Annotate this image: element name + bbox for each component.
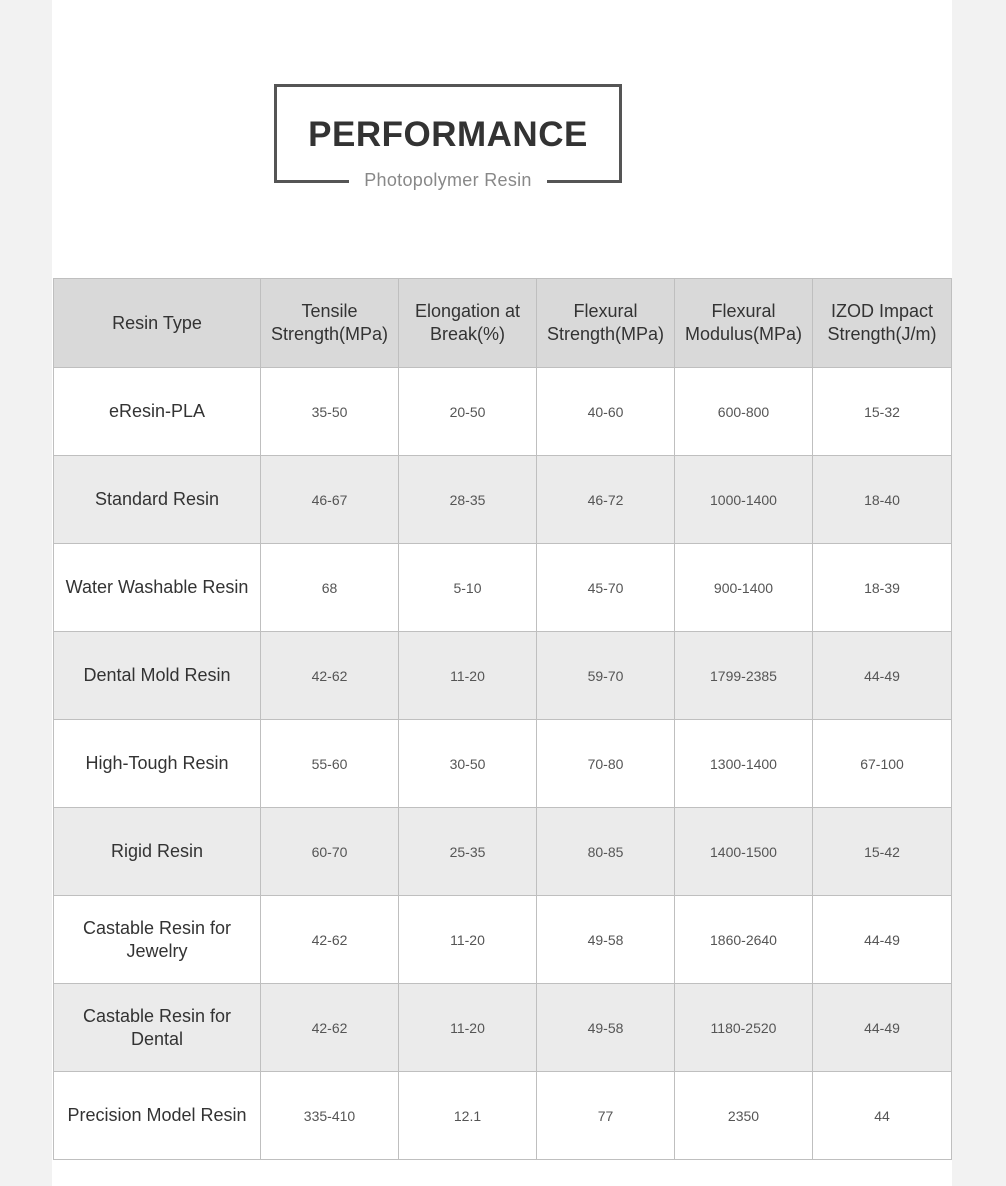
cell-izod: 44-49 bbox=[813, 632, 952, 720]
cell-tensile: 335-410 bbox=[261, 1072, 399, 1160]
cell-resin-type: Precision Model Resin bbox=[54, 1072, 261, 1160]
performance-table bbox=[53, 278, 952, 1160]
cell-izod: 44-49 bbox=[813, 984, 952, 1072]
cell-flex-modulus: 2350 bbox=[675, 1072, 813, 1160]
cell-flex-strength: 45-70 bbox=[537, 544, 675, 632]
cell-flex-modulus: 600-800 bbox=[675, 368, 813, 456]
cell-izod: 15-42 bbox=[813, 808, 952, 896]
cell-elongation: 30-50 bbox=[399, 720, 537, 808]
cell-flex-strength: 80-85 bbox=[537, 808, 675, 896]
cell-tensile: 60-70 bbox=[261, 808, 399, 896]
cell-elongation: 12.1 bbox=[399, 1072, 537, 1160]
cell-tensile: 42-62 bbox=[261, 896, 399, 984]
table-row bbox=[54, 632, 952, 720]
table-row bbox=[54, 720, 952, 808]
cell-flex-modulus: 900-1400 bbox=[675, 544, 813, 632]
cell-flex-modulus: 1860-2640 bbox=[675, 896, 813, 984]
header-elongation: Elongation at Break(%) bbox=[399, 279, 537, 368]
title-frame bbox=[274, 84, 622, 180]
cell-resin-type: Water Washable Resin bbox=[54, 544, 261, 632]
cell-resin-type: Castable Resin for Jewelry bbox=[54, 896, 261, 984]
cell-tensile: 42-62 bbox=[261, 984, 399, 1072]
cell-flex-modulus: 1300-1400 bbox=[675, 720, 813, 808]
cell-izod: 44 bbox=[813, 1072, 952, 1160]
table-row bbox=[54, 368, 952, 456]
table-row bbox=[54, 984, 952, 1072]
cell-resin-type: Castable Resin for Dental bbox=[54, 984, 261, 1072]
cell-resin-type: Standard Resin bbox=[54, 456, 261, 544]
cell-flex-modulus: 1180-2520 bbox=[675, 984, 813, 1072]
table-row bbox=[54, 456, 952, 544]
cell-tensile: 46-67 bbox=[261, 456, 399, 544]
cell-resin-type: Dental Mold Resin bbox=[54, 632, 261, 720]
table-row bbox=[54, 544, 952, 632]
cell-tensile: 42-62 bbox=[261, 632, 399, 720]
cell-flex-strength: 70-80 bbox=[537, 720, 675, 808]
cell-flex-strength: 77 bbox=[537, 1072, 675, 1160]
cell-resin-type: Rigid Resin bbox=[54, 808, 261, 896]
cell-flex-modulus: 1400-1500 bbox=[675, 808, 813, 896]
cell-tensile: 68 bbox=[261, 544, 399, 632]
cell-flex-modulus: 1000-1400 bbox=[675, 456, 813, 544]
cell-elongation: 11-20 bbox=[399, 632, 537, 720]
table-row bbox=[54, 896, 952, 984]
cell-resin-type: eResin-PLA bbox=[54, 368, 261, 456]
cell-flex-strength: 49-58 bbox=[537, 984, 675, 1072]
cell-elongation: 11-20 bbox=[399, 984, 537, 1072]
cell-izod: 44-49 bbox=[813, 896, 952, 984]
cell-flex-strength: 46-72 bbox=[537, 456, 675, 544]
cell-elongation: 11-20 bbox=[399, 896, 537, 984]
cell-tensile: 35-50 bbox=[261, 368, 399, 456]
cell-izod: 67-100 bbox=[813, 720, 952, 808]
cell-izod: 18-39 bbox=[813, 544, 952, 632]
header-izod-impact: IZOD Impact Strength(J/m) bbox=[813, 279, 952, 368]
header-flexural-strength: Flexural Strength(MPa) bbox=[537, 279, 675, 368]
cell-flex-strength: 59-70 bbox=[537, 632, 675, 720]
cell-elongation: 5-10 bbox=[399, 544, 537, 632]
cell-tensile: 55-60 bbox=[261, 720, 399, 808]
header-resin-type: Resin Type bbox=[54, 279, 261, 368]
header-tensile-strength: Tensile Strength(MPa) bbox=[261, 279, 399, 368]
cell-elongation: 20-50 bbox=[399, 368, 537, 456]
table-row bbox=[54, 808, 952, 896]
page-subtitle: Photopolymer Resin bbox=[364, 170, 532, 190]
page-title: PERFORMANCE bbox=[308, 115, 588, 154]
cell-resin-type: High-Tough Resin bbox=[54, 720, 261, 808]
cell-izod: 15-32 bbox=[813, 368, 952, 456]
header-flexural-modulus: Flexural Modulus(MPa) bbox=[675, 279, 813, 368]
table-row bbox=[54, 1072, 952, 1160]
table-header-row bbox=[54, 279, 952, 368]
cell-izod: 18-40 bbox=[813, 456, 952, 544]
cell-flex-strength: 49-58 bbox=[537, 896, 675, 984]
cell-flex-modulus: 1799-2385 bbox=[675, 632, 813, 720]
cell-elongation: 25-35 bbox=[399, 808, 537, 896]
cell-elongation: 28-35 bbox=[399, 456, 537, 544]
cell-flex-strength: 40-60 bbox=[537, 368, 675, 456]
